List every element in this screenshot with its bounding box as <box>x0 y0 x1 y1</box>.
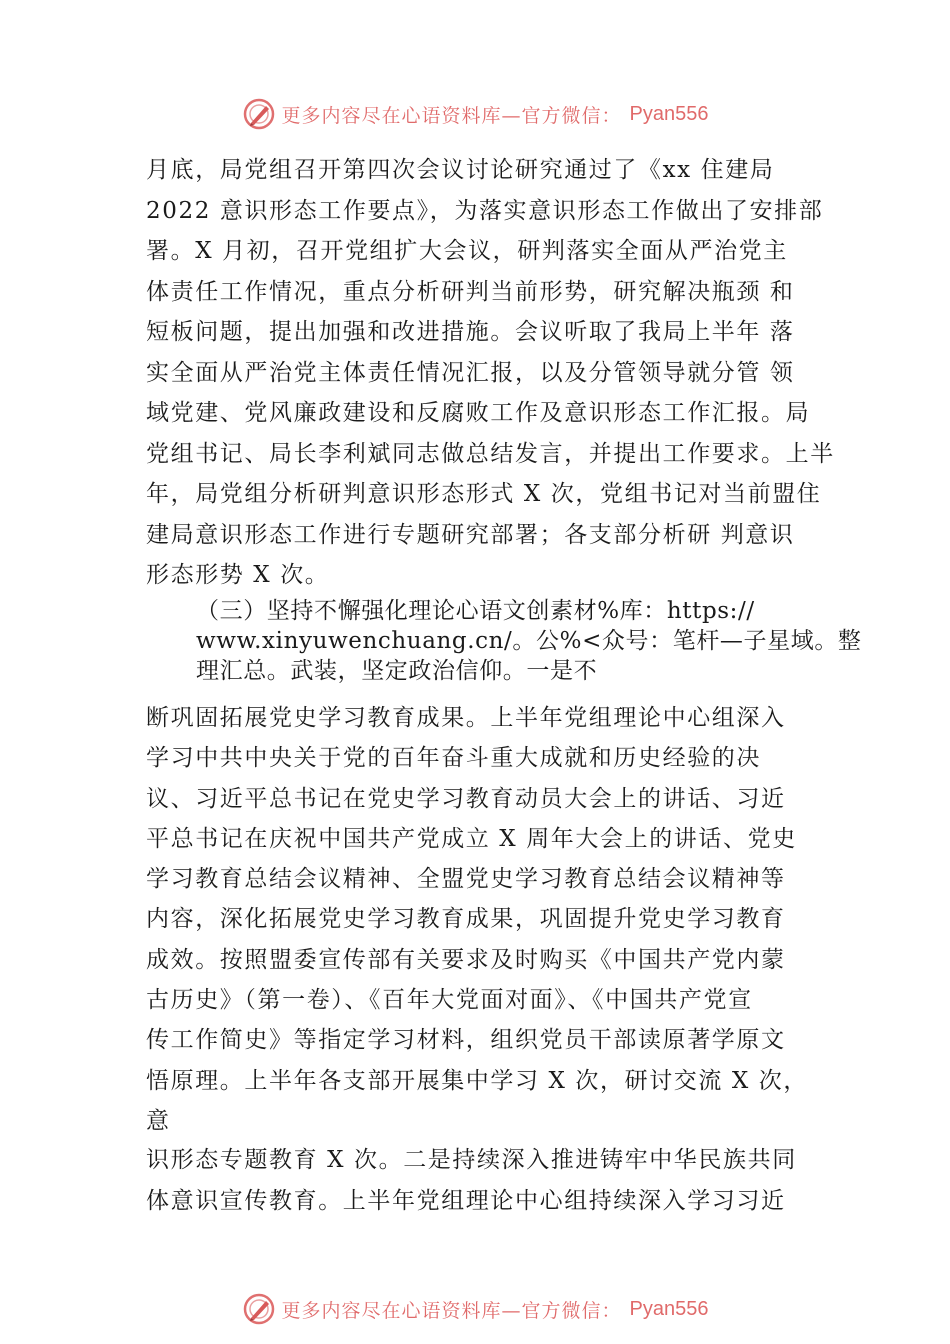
watermark-footer <box>0 1287 950 1331</box>
text-line: 识形态专题教育 X 次。二是持续深入推进铸牢中华民族共同 <box>146 1147 797 1173</box>
pen-logo-icon <box>242 1292 276 1326</box>
text-line: （三）坚持不懈强化理论心语文创素材%库：https:// <box>196 598 755 624</box>
text-line: 2022 意识形态工作要点》，为落实意识形态工作做出了安排部 <box>146 197 824 224</box>
watermark-wechat-id: Pyan556 <box>629 1297 709 1320</box>
text-line: 古历史》（第一卷）、《百年大党面对面》、《中国共产党宣 <box>146 987 753 1014</box>
text-line: 学习教育总结会议精神、全盟党史学习教育总结会议精神等 <box>146 866 786 893</box>
watermark-brand-text: 更多内容尽在心语资料库—官方微信： <box>281 1299 622 1322</box>
watermark-header <box>0 92 950 136</box>
text-line: 体责任工作情况，重点分析研判当前形势，研究解决瓶颈 和 <box>146 278 795 305</box>
text-line: 形态形势 X 次。 <box>146 562 330 588</box>
text-line: 平总书记在庆祝中国共产党成立 X 周年大会上的讲话、党史 <box>146 825 797 852</box>
text-line: 党组书记、局长李利斌同志做总结发言，并提出工作要求。上半 <box>146 440 835 467</box>
watermark-wechat-id: Pyan556 <box>629 102 709 125</box>
pen-logo-icon <box>242 97 276 131</box>
text-line: 月底，局党组召开第四次会议讨论研究通过了《xx 住建局 <box>146 157 775 183</box>
body-paragraph-4 <box>146 698 836 1141</box>
text-line: 内容，深化拓展党史学习教育成果，巩固提升党史学习教育 <box>146 906 786 933</box>
text-line: 断巩固拓展党史学习教育成果。上半年党组理论中心组深入 <box>146 705 786 731</box>
text-line: 成效。按照盟委宣传部有关要求及时购买《中国共产党内蒙 <box>146 946 786 973</box>
watermark-brand-text: 更多内容尽在心语资料库—官方微信： <box>281 104 622 127</box>
section-heading-3 <box>196 596 862 686</box>
text-line: 学习中共中央关于党的百年奋斗重大成就和历史经验的决 <box>146 745 761 772</box>
text-line: 短板问题，提出加强和改进措施。会议听取了我局上半年 落 <box>146 319 795 345</box>
text-line: 域党建、党风廉政建设和反腐败工作及意识形态工作汇报。局 <box>146 400 811 426</box>
text-line: 理汇总。武装，坚定政治信仰。一是不 <box>196 658 598 684</box>
body-paragraph-1 <box>146 150 836 596</box>
text-line: www.xinyuwenchuang.cn/。公%<众号：笔杆—子星域。整 <box>196 628 862 654</box>
body-paragraph-5 <box>146 1140 836 1222</box>
text-line: 署。X 月初，召开党组扩大会议，研判落实全面从严治党主 <box>146 238 788 264</box>
text-line: 实全面从严治党主体责任情况汇报，以及分管领导就分管 领 <box>146 359 795 386</box>
text-line: 传工作简史》等指定学习材料，组织党员干部读原著学原文 <box>146 1027 786 1054</box>
text-line: 建局意识形态工作进行专题研究部署；各支部分析研 判意识 <box>146 521 795 548</box>
text-line: 体意识宣传教育。上半年党组理论中心组持续深入学习习近 <box>146 1188 786 1214</box>
text-line: 年，局党组分析研判意识形态形式 X 次，党组书记对当前盟住 <box>146 481 822 507</box>
text-line: 意 <box>146 1107 171 1134</box>
text-line: 议、习近平总书记在党史学习教育动员大会上的讲话、习近 <box>146 785 786 812</box>
text-line: 悟原理。上半年各支部开展集中学习 X 次，研讨交流 X 次， <box>146 1067 808 1094</box>
